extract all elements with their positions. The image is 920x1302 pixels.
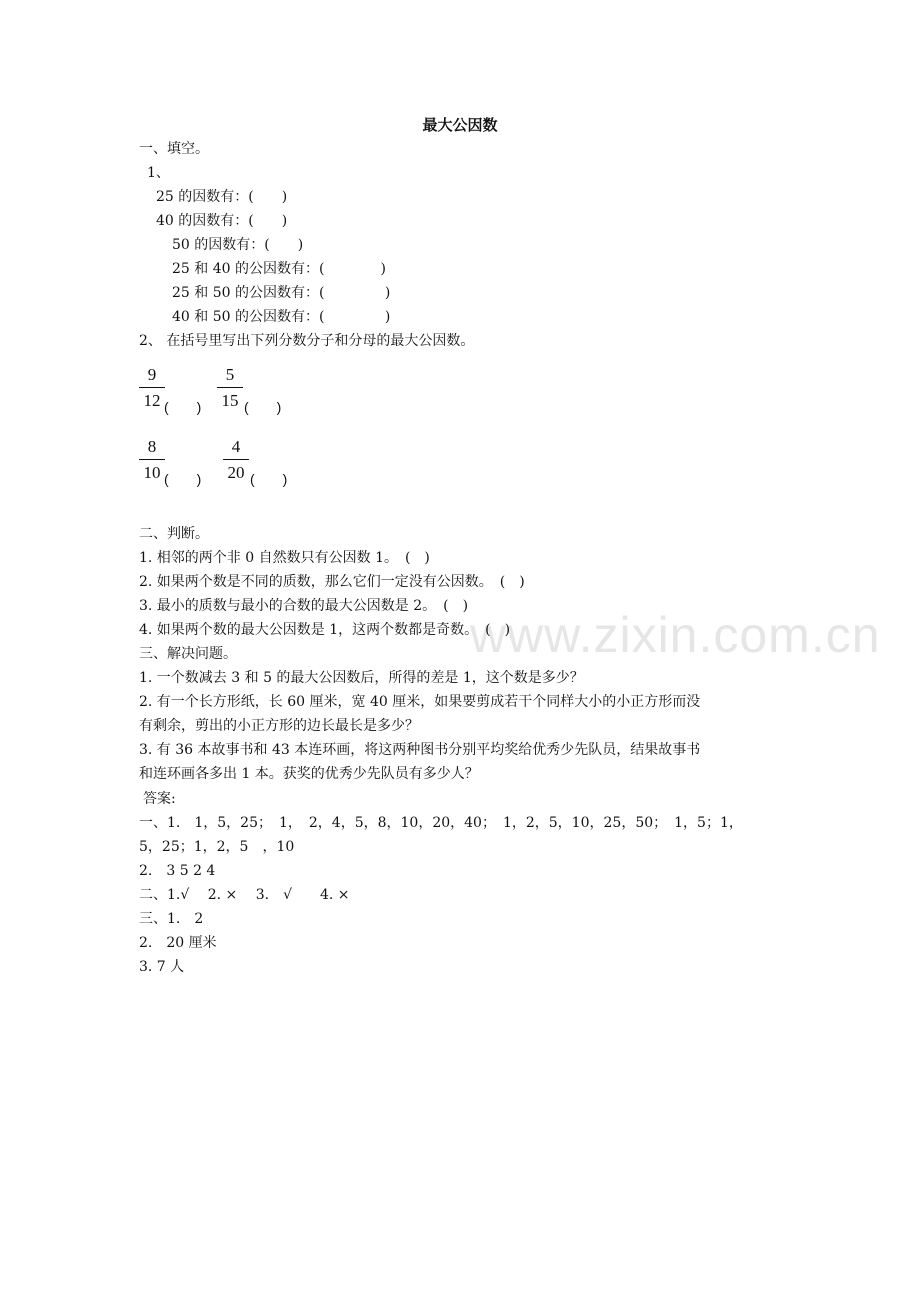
fraction-numerator: 5: [225, 365, 235, 384]
fraction: [139, 436, 165, 484]
fraction-numerator: 8: [147, 437, 157, 456]
problem-line: 和连环画各多出 1 本。获奖的优秀少先队员有多少人？: [139, 766, 479, 782]
judgment-item: 4. 如果两个数的最大公因数是 1，这两个数都是奇数。 ( ): [139, 622, 511, 638]
page-title: 最大公因数: [422, 116, 498, 134]
fraction: [139, 364, 165, 412]
answer-line: 3. 7 人: [139, 959, 185, 975]
q1-line: 40 的因数有：( ): [156, 213, 288, 229]
problem-line: 2. 有一个长方形纸，长 60 厘米，宽 40 厘米，如果要剪成若干个同样大小的小正方形而没: [139, 694, 701, 710]
judgment-item: 1. 相邻的两个非 0 自然数只有公因数 1。 ( ): [139, 550, 430, 566]
fraction: [223, 436, 249, 484]
answers-heading: 答案:: [143, 791, 176, 807]
watermark: www.zixin.com.cn: [470, 607, 881, 663]
section2-heading: 二、判断。: [139, 526, 209, 542]
judgment-item: 2. 如果两个数是不同的质数，那么它们一定没有公因数。 ( ): [139, 574, 525, 590]
fraction-denominator: 12: [143, 391, 161, 410]
answer-line: 5，25；1，2，5 ，10: [139, 839, 295, 855]
problem-line: 1. 一个数减去 3 和 5 的最大公因数后，所得的差是 1，这个数是多少？: [139, 670, 584, 686]
q1-label: 1、: [147, 165, 170, 181]
answer-blank: ( ): [244, 399, 282, 415]
fraction-denominator: 10: [143, 463, 161, 482]
problem-line: 3. 有 36 本故事书和 43 本连环画，将这两种图书分别平均奖给优秀少先队员，结果故事书: [139, 742, 701, 758]
fraction-bar: [139, 387, 165, 388]
fraction-denominator: 20: [227, 463, 245, 482]
fraction-numerator: 4: [231, 437, 241, 456]
q1-line: 50 的因数有：( ): [172, 237, 304, 253]
section3-heading: 三、解决问题。: [139, 646, 237, 662]
fraction-denominator: 15: [221, 391, 239, 410]
fraction-bar: [223, 459, 249, 460]
answer-line: 三、1. 2: [139, 911, 204, 927]
q1-line: 25 的因数有：( ): [156, 189, 288, 205]
q1-line: 25 和 50 的公因数有：( ): [172, 285, 391, 301]
answer-line: 2. 20 厘米: [139, 935, 217, 951]
fraction-bar: [139, 459, 165, 460]
answer-blank: ( ): [250, 471, 288, 487]
answer-blank: ( ): [164, 399, 202, 415]
q1-line: 40 和 50 的公因数有：( ): [172, 309, 391, 325]
problem-line: 有剩余，剪出的小正方形的边长最长是多少？: [139, 718, 419, 734]
fraction-numerator: 9: [147, 365, 157, 384]
fraction-bar: [217, 387, 243, 388]
q2-label: 2、 在括号里写出下列分数分子和分母的最大公因数。: [139, 333, 475, 349]
answer-line: 二、1.√ 2. × 3. √ 4. ×: [139, 887, 350, 903]
answer-blank: ( ): [164, 471, 202, 487]
q1-line: 25 和 40 的公因数有：( ): [172, 261, 386, 277]
answer-line: 2. 3 5 2 4: [139, 863, 216, 879]
fraction: [217, 364, 243, 412]
section1-heading: 一、填空。: [139, 141, 209, 157]
answer-line: 一、1. 1，5，25； 1， 2，4，5，8，10，20，40； 1，2，5，10，25，50； 1，5；1，: [139, 815, 743, 831]
judgment-item: 3. 最小的质数与最小的合数的最大公因数是 2。 ( ): [139, 598, 469, 614]
